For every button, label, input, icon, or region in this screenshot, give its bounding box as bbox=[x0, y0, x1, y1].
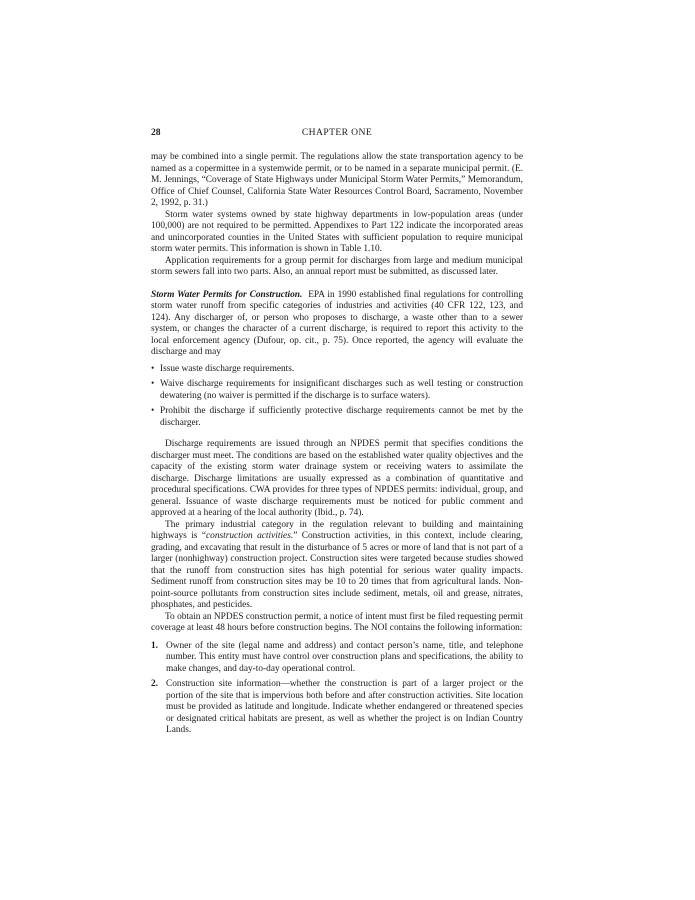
section-construction-permits bbox=[151, 290, 523, 359]
item-number: 1. bbox=[151, 640, 159, 651]
paragraph-group-permit: Application requirements for a group permit for discharges from large and medium municipal storm sewers fall into two parts. Also, an annual report must be submitted, as discussed later. bbox=[151, 255, 523, 277]
paragraph-continuation: may be combined into a single permit. The regulations allow the state transportation agency to be named as a copermittee in a systemwide permit, or to be named in a separate municipal permit. (E. M. Jennings, “Coverage of State Highways under Municipal Storm Water Permits,” Memorandum, Office of Chief Counsel, California State Water Resources Control Board, Sacramento, November 2, 1992, p. 31.) bbox=[151, 152, 523, 208]
page-number: 28 bbox=[151, 127, 161, 138]
section-intro-text: EPA in 1990 established final regulations for controlling storm water runoff from specific categories of industries and activities (40 CFR 122, 123, and 124). Any discharger of, or person who proposes to discharge, a waste other than to a sewer system, or changes the character of a current discharge, is required to report this activity to the local enforcement agency (Dufour, op. cit., p. 75). Once reported, the agency will evaluate the discharge and may bbox=[151, 289, 524, 357]
agency-actions-list bbox=[151, 364, 523, 430]
bullet-icon: • bbox=[151, 406, 155, 416]
section-heading: Storm Water Permits for Construction. bbox=[151, 289, 303, 300]
list-item-text: Waive discharge requirements for insignificant discharges such as well testing or construction dewatering (no waiver is permitted if the discharge is to surface waters). bbox=[160, 379, 523, 401]
item-text: Construction site information—whether the construction is part of a larger project or the portion of the site that is impervious both before and after construction activities. Site location must be provided as latitude and longitude. Indicate whether endangered or threatened species or designated critical habitats are present, as well as whether the project is on Indian Country Lands. bbox=[166, 679, 523, 735]
list-item bbox=[151, 379, 523, 402]
list-item bbox=[151, 406, 523, 429]
paragraph-low-population: Storm water systems owned by state highway departments in low-population areas (under 100,000) are not required to be permitted. Appendixes to Part 122 indicate the incorporated areas and unincorporated counties in the United States with sufficient population to require municipal storm water permits. This information is shown in Table 1.10. bbox=[151, 209, 523, 254]
item-text: Owner of the site (legal name and address) and contact person’s name, title, and telephone number. This entity must have control over construction plans and specifications, the ability to make changes, and day-to-day operational control. bbox=[166, 640, 523, 674]
emphasis-text: construction activities. bbox=[206, 531, 294, 541]
running-header bbox=[151, 127, 523, 139]
text-fragment: ” Construction activities, in this context, include clearing, grading, and excavating that result in the disturbance of 5 acres or more of land that is not part of a larger (nonhighway) construction project. Construction sites were targeted because studies showed that the runoff from construction sites has high potential for serious water quality impacts. Sediment runoff from construction sites may be 10 to 20 times that from agricultural lands. Non-point-source pollutants from construction sites include sediment, metals, oil and grease, nitrates, phosphates, and pesticides. bbox=[151, 531, 523, 610]
bullet-icon: • bbox=[151, 379, 155, 389]
text-fragment: The primary industrial category in the regulation relevant to building and maintaining highways is “ bbox=[151, 519, 523, 541]
paragraph-discharge-requirements: Discharge requirements are issued through an NPDES permit that specifies conditions the discharger must meet. The conditions are based on the established water quality objectives and the capacity of the existing storm water drainage system or receiving waters to assimilate the discharge. Discharge limitations are usually expressed as a combination of quantitative and procedural specifications. CWA provides for three types of NPDES permits: individual, group, and general. Issuance of waste discharge requirements must be noticed for public comment and approved at a hearing of the local authority (Ibid., p. 74). bbox=[151, 439, 523, 518]
bullet-icon: • bbox=[151, 363, 155, 374]
paragraph-primary-category bbox=[151, 520, 523, 612]
numbered-item bbox=[151, 641, 523, 676]
list-item-text: Issue waste discharge requirements. bbox=[160, 363, 295, 374]
numbered-item bbox=[151, 679, 523, 737]
chapter-title: CHAPTER ONE bbox=[301, 127, 373, 138]
body-text bbox=[151, 152, 523, 741]
list-item bbox=[151, 364, 523, 376]
list-item-text: Prohibit the discharge if sufficiently protective discharge requirements cannot be met by the discharger. bbox=[160, 406, 523, 428]
item-number: 2. bbox=[151, 679, 159, 689]
noi-information-list bbox=[151, 641, 523, 737]
paragraph-notice-of-intent: To obtain an NPDES construction permit, a notice of intent must first be filed requesting permit coverage at least 48 hours before construction begins. The NOI contains the following information: bbox=[151, 611, 523, 633]
